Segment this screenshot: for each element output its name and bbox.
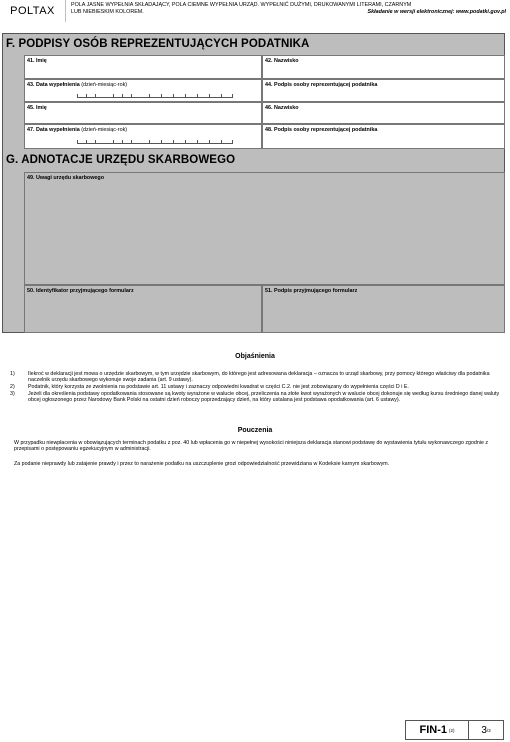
instructions-paragraph-1: W przypadku niewpłacenia w obowiązujących terminach podatku z poz. 40 lub wpłacenia go w niepełnej wysokości niniejsza deklaracja stanowi podstawę do wystawienia tytułu wykonawczego zgodnie z przepisami o postępowaniu egzekucyjnym w administracji.	[14, 440, 489, 453]
field-41-label: 41. Imię	[27, 58, 47, 64]
date-input-guide	[77, 141, 233, 144]
field-51-label: 51. Podpis przyjmującego formularz	[265, 288, 358, 294]
field-44-label: 44. Podpis osoby reprezentującej podatnika	[265, 82, 378, 88]
form-footer	[405, 720, 504, 740]
form-version: (2)	[449, 727, 455, 733]
brand-label: POLTAX	[0, 0, 66, 22]
form-code: FIN-1	[419, 724, 447, 736]
field-46-last-name[interactable]	[262, 102, 505, 124]
field-42-label: 42. Nazwisko	[265, 58, 299, 64]
field-47-label: 47. Data wypełnienia	[27, 127, 80, 133]
field-46-label: 46. Nazwisko	[265, 105, 299, 111]
field-49-office-remarks	[24, 172, 505, 285]
electronic-submission-note: Składanie w wersji elektronicznej: www.podatki.gov.pl	[367, 8, 506, 15]
field-47-hint: (dzień-miesiąc-rok)	[81, 127, 128, 133]
field-49-label: 49. Uwagi urzędu skarbowego	[27, 175, 104, 181]
date-input-guide	[77, 95, 233, 98]
instructions-title: Pouczenia	[237, 427, 273, 434]
fill-instructions	[66, 0, 510, 22]
instruction-line-1: POLA JASNE WYPEŁNIA SKŁADAJĄCY, POLA CIEMNE WYPEŁNIA URZĄD. WYPEŁNIĆ DUŻYMI, DRUKOWANYMI LITERAMI, CZARNYM	[71, 2, 412, 8]
explanation-item: 1) Ilekroć w deklaracji jest mowa o urzędzie skarbowym, w tym urzędzie skarbowym, do którego jest adresowana deklaracja – oznacza to urząd skarbowy, przy pomocy którego właściwy dla podatnika naczelnik urzędu skarbowego wykonuje swoje zadania (art. 9 ustawy).	[10, 371, 490, 384]
field-50-label: 50. Identyfikator przyjmującego formularz	[27, 288, 134, 294]
field-45-first-name[interactable]	[24, 102, 262, 124]
explanations-title: Objaśnienia	[235, 353, 275, 360]
field-51-receiver-signature	[262, 285, 505, 333]
field-43-fill-date[interactable]	[24, 79, 262, 102]
instructions-paragraph-2: Za podanie nieprawdy lub zatajenie prawdy i przez to narażenie podatku na uszczuplenie grozi odpowiedzialność przewidziana w Kodeksie karnym skarbowym.	[14, 461, 390, 467]
field-45-label: 45. Imię	[27, 105, 47, 111]
section-g-title: G. ADNOTACJE URZĘDU SKARBOWEGO	[6, 154, 236, 166]
explanations-list	[10, 371, 500, 404]
explanation-item: 2) Podatnik, który korzysta ze zwolnienia na podstawie art. 11 ustawy i zaznaczy odpowiedni kwadrat w części C.2. nie jest zobowiązany do wypełnienia części D i E.	[10, 384, 409, 391]
page-number: 3	[481, 724, 487, 736]
field-47-fill-date[interactable]	[24, 124, 262, 149]
instruction-line-2: LUB NIEBIESKIM KOLOREM.	[71, 8, 144, 15]
field-43-hint: (dzień-miesiąc-rok)	[81, 82, 128, 88]
field-43-label: 43. Data wypełnienia	[27, 82, 80, 88]
field-50-receiver-id	[24, 285, 262, 333]
field-48-label: 48. Podpis osoby reprezentującej podatnika	[265, 127, 378, 133]
field-48-signature[interactable]	[262, 124, 505, 149]
field-41-first-name[interactable]	[24, 55, 262, 79]
explanation-item: 3) Jeżeli dla określenia podstawy opodatkowania stosowane są kwoty wyrażone w walucie obcej, przeliczenia na złote kwot wyrażonych w walucie obcej dokonuje się według kursu średniego danej waluty obcej ogłoszonego przez Narodowy Bank Polski na ostatni dzień roboczy poprzedzający dzień, na który ustalana jest podstawa opodatkowania (art. 6 ustawy).	[10, 391, 500, 404]
field-44-signature[interactable]	[262, 79, 505, 102]
form-header	[0, 0, 510, 22]
section-f-title: F. PODPISY OSÓB REPREZENTUJĄCYCH PODATNIKA	[6, 38, 310, 50]
page-total: /3	[486, 727, 491, 733]
field-42-last-name[interactable]	[262, 55, 505, 79]
